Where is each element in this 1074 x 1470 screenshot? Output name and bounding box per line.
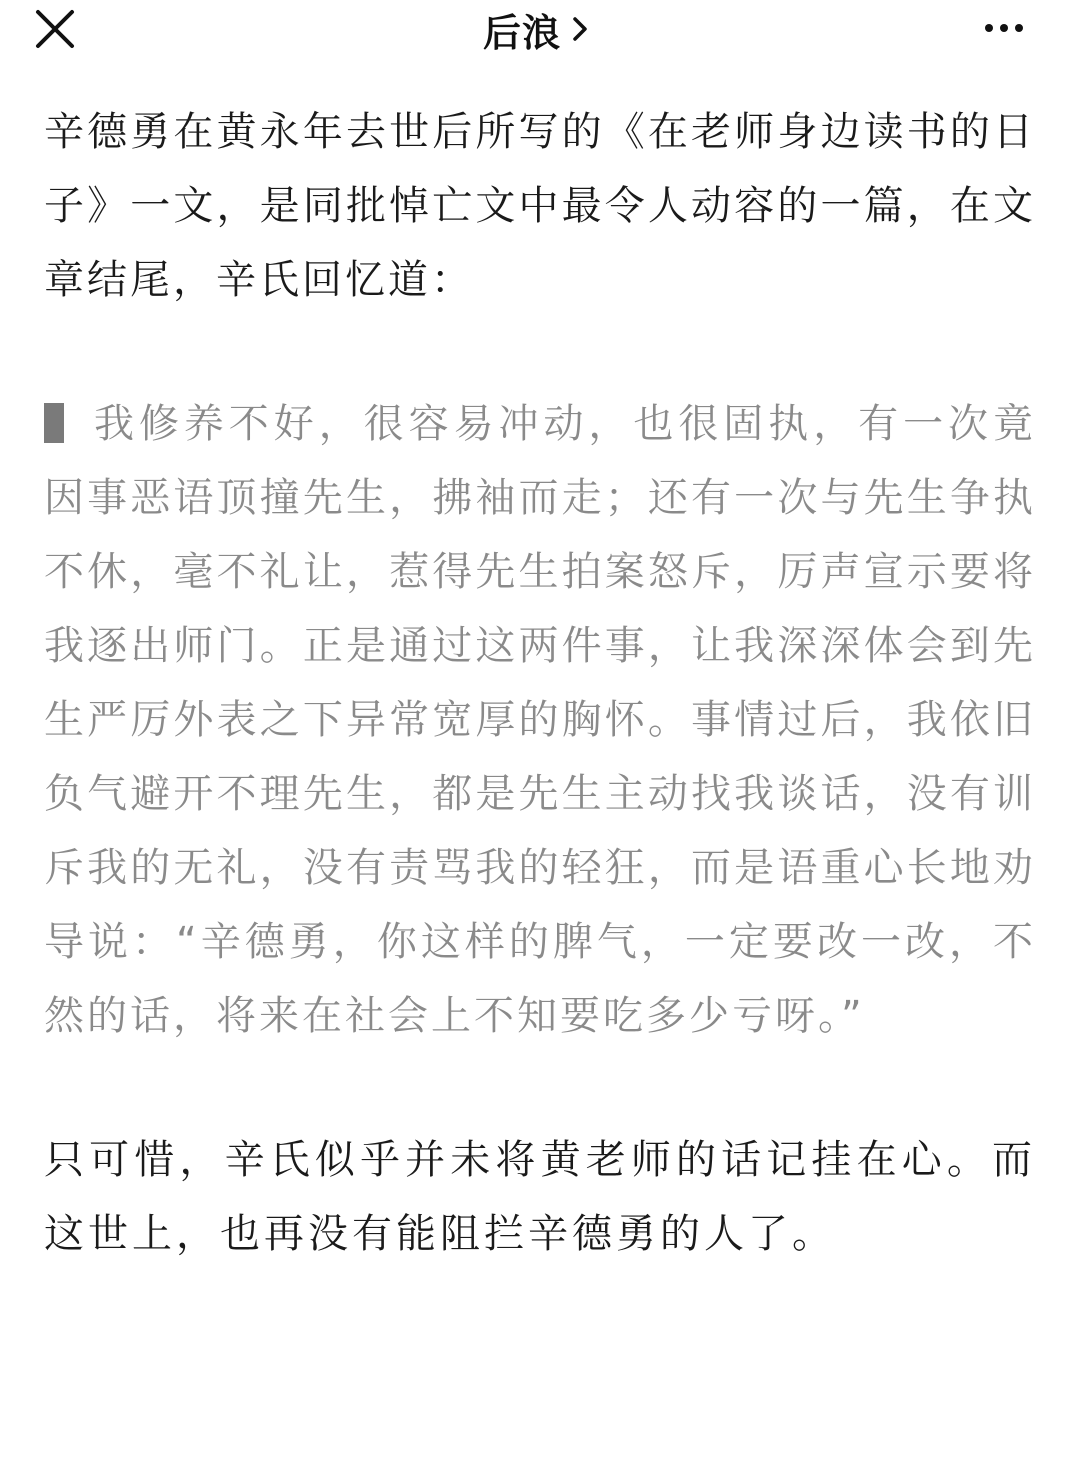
article-quote-block [44, 387, 1036, 1053]
title-container [0, 0, 1074, 58]
page-title: 后浪 [482, 10, 561, 55]
more-horizontal-icon [1000, 24, 1008, 32]
chevron-right-icon [569, 14, 591, 44]
close-button[interactable] [30, 4, 80, 54]
top-navigation-bar [0, 0, 1074, 62]
quote-bar-icon [44, 403, 64, 443]
more-horizontal-icon [985, 24, 993, 32]
article-paragraph-intro: 辛德勇在黄永年去世后所写的《在老师身边读书的日子》一文，是同批悼亡文中最令人动容的一篇，在文章结尾，辛氏回忆道： [44, 109, 1036, 303]
close-icon [30, 4, 80, 54]
article-body [44, 95, 1036, 1271]
article-paragraph-closing: 只可惜，辛氏似乎并未将黄老师的话记挂在心。而这世上，也再没有能阻拦辛德勇的人了。 [44, 1137, 1036, 1257]
account-title-link[interactable] [483, 2, 591, 57]
more-options-button[interactable] [974, 8, 1034, 48]
more-horizontal-icon [1015, 24, 1023, 32]
article-quote-text: 我修养不好，很容易冲动，也很固执，有一次竟因事恶语顶撞先生，拂袖而走；还有一次与先生争执不休，毫不礼让，惹得先生拍案怒斥，厉声宣示要将我逐出师门。正是通过这两件事，让我深深体会到先生严厉外表之下异常宽厚的胸怀。事情过后，我依旧负气避开不理先生，都是先生主动找我谈话，没有训斥我的无礼，没有责骂我的轻狂，而是语重心长地劝导说：“辛德勇，你这样的脾气，一定要改一改，不然的话，将来在社会上不知要吃多少亏呀。” [44, 401, 1036, 1039]
